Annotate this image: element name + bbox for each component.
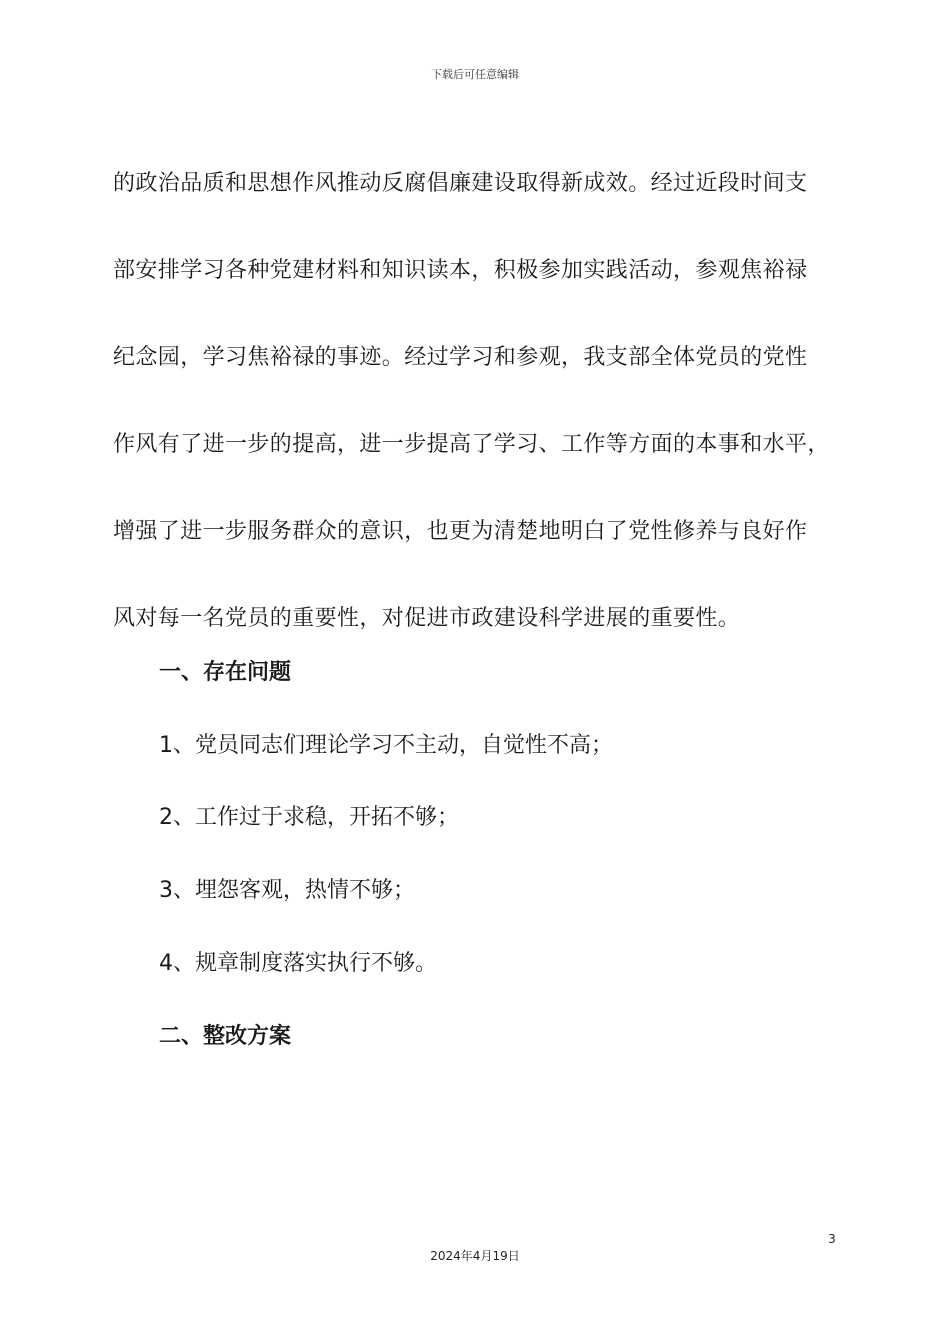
section-heading-rectification: 二、整改方案 [159,1024,292,1049]
page-number: 3 [828,1232,836,1246]
paragraph-line-1: 的政治品质和思想作风推动反腐倡廉建设取得新成效。经过近段时间支 [113,171,808,196]
page-header: 下载后可任意编辑 [431,68,519,81]
footer-date: 2024年4月19日 [430,1249,520,1263]
paragraph-text [113,140,853,662]
list-item: 4、规章制度落实执行不够。 [159,951,437,976]
body-paragraph [113,140,853,662]
paragraph-line-4: 作风有了进一步的提高，进一步提高了学习、工作等方面的本事和水平， [113,432,830,457]
paragraph-line-6: 风对每一名党员的重要性，对促进市政建设科学进展的重要性。 [113,606,741,631]
paragraph-line-2: 部安排学习各种党建材料和知识读本，积极参加实践活动，参观焦裕禄 [113,258,808,283]
paragraph-line-3: 纪念园，学习焦裕禄的事迹。经过学习和参观，我支部全体党员的党性 [113,345,808,370]
section-heading-problems: 一、存在问题 [159,660,292,685]
list-item: 3、埋怨客观，热情不够； [159,878,415,903]
list-item: 2、工作过于求稳，开拓不够； [159,805,459,830]
list-item: 1、党员同志们理论学习不主动，自觉性不高； [159,733,613,758]
paragraph-line-5: 增强了进一步服务群众的意识，也更为清楚地明白了党性修养与良好作 [113,519,808,544]
